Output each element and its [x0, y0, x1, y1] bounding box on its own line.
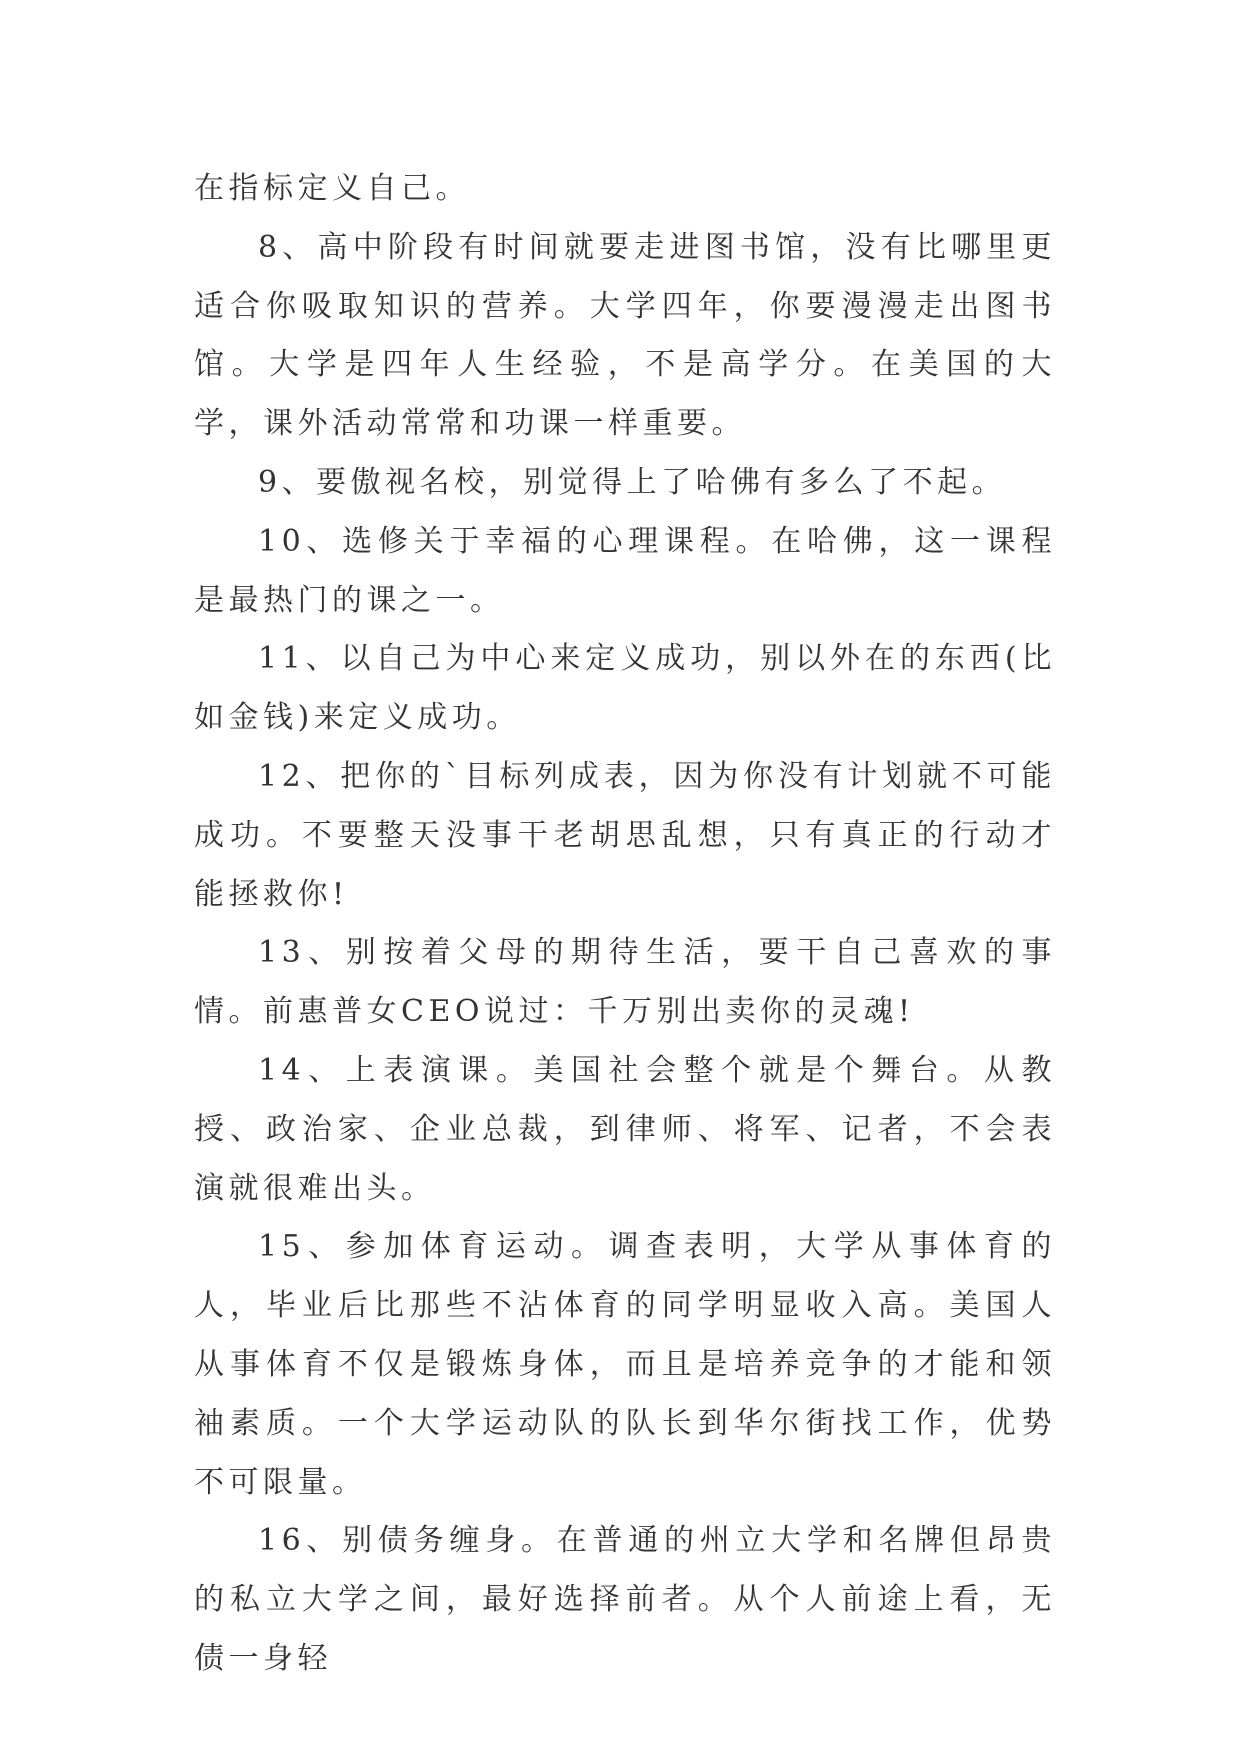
paragraph-15: 15、参加体育运动。调查表明，大学从事体育的人，毕业后比那些不沾体育的同学明显收入高。美国人从事体育不仅是锻炼身体，而且是培养竞争的才能和领袖素质。一个大学运动队的队长到华尔街找工作，优势不可限量。: [194, 1229, 1056, 1500]
paragraph-14: 14、上表演课。美国社会整个就是个舞台。从教授、政治家、企业总裁，到律师、将军、记者，不会表演就很难出头。: [194, 1052, 1056, 1206]
body-text: [194, 160, 1056, 1689]
paragraph-12: 12、把你的`目标列成表，因为你没有计划就不可能成功。不要整天没事干老胡思乱想，只有真正的行动才能拯救你!: [194, 758, 1056, 912]
paragraph-10: 10、选修关于幸福的心理课程。在哈佛，这一课程是最热门的课之一。: [194, 523, 1056, 618]
paragraph-11: 11、以自己为中心来定义成功，别以外在的东西(比如金钱)来定义成功。: [194, 641, 1056, 736]
paragraph-continuation: 在指标定义自己。: [194, 171, 470, 206]
paragraph-13: 13、别按着父母的期待生活，要干自己喜欢的事情。前惠普女CEO说过：千万别出卖你的灵魂!: [194, 935, 1056, 1030]
paragraph-16: 16、别债务缠身。在普通的州立大学和名牌但昂贵的私立大学之间，最好选择前者。从个人前途上看，无债一身轻: [194, 1523, 1056, 1676]
paragraph-9: 9、要傲视名校，别觉得上了哈佛有多么了不起。: [258, 464, 1007, 500]
paragraph-8: 8、高中阶段有时间就要走进图书馆，没有比哪里更适合你吸取知识的营养。大学四年，你要漫漫走出图书馆。大学是四年人生经验，不是高学分。在美国的大学，课外活动常常和功课一样重要。: [194, 229, 1056, 442]
